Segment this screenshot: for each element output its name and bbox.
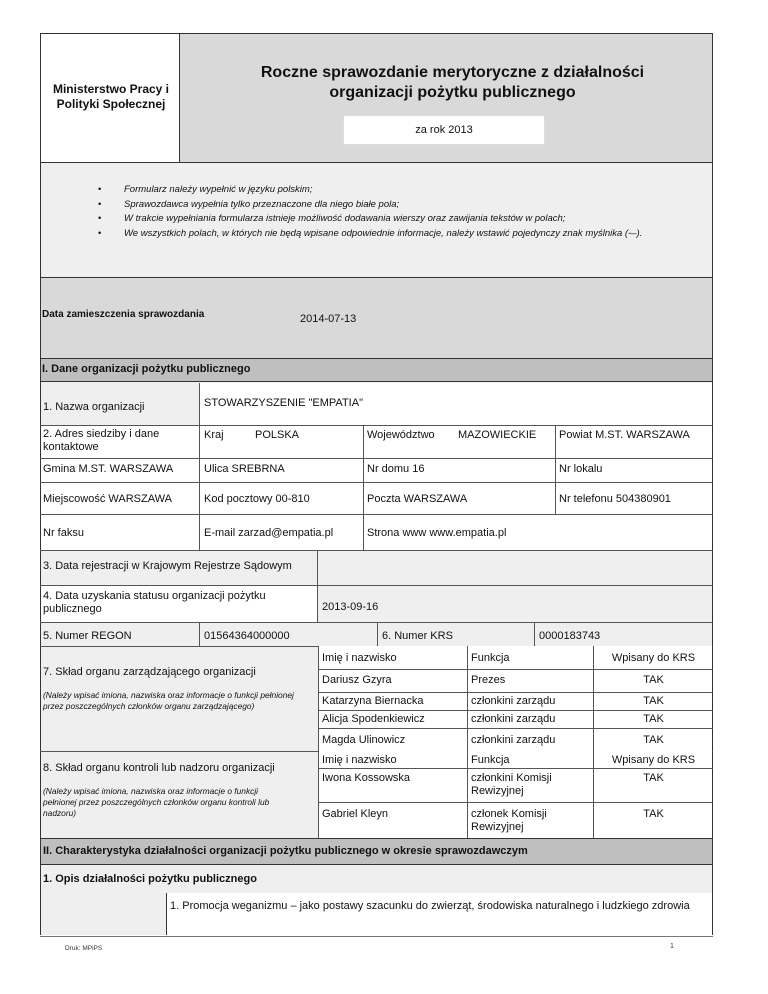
instruction-item: • We wszystkich polach, w których nie będą wpisane odpowiednie informacje, należy wstawić pojedynczy znak myślnika (-–). [124, 227, 724, 242]
instruction-item: • Sprawozdawca wypełnia tylko przeznaczone dla niego białe pola; [124, 198, 724, 213]
report-date-value: 2014-07-13 [300, 313, 357, 325]
county-value: Powiat M.ST. WARSZAWA [559, 429, 690, 441]
org-name-value: STOWARZYSZENIE "EMPATIA" [204, 397, 363, 409]
board-header-name: Imię i nazwisko [322, 652, 397, 664]
instruction-item: • W trakcie wypełniania formularza istnieje możliwość dodawania wierszy oraz zawijania tekstów w polach; [124, 212, 724, 227]
table-row: członkini zarządu [471, 695, 556, 707]
table-row: TAK [643, 734, 664, 746]
krs-label: 6. Numer KRS [382, 630, 453, 642]
control-label: 8. Skład organu kontroli lub nadzoru organizacji [43, 762, 275, 774]
activity-left-cell [40, 893, 166, 935]
footer-left: Druk: MPiPS [65, 945, 103, 952]
table-row: TAK [643, 808, 664, 820]
section2-title: II. Charakterystyka działalności organizacji pożytku publicznego w okresie sprawozdawczym [43, 845, 528, 857]
control-header-function: Funkcja [471, 754, 510, 766]
section2-sub-title: 1. Opis działalności pożytku publicznego [43, 873, 257, 885]
table-row: TAK [643, 713, 664, 725]
instructions-block [40, 162, 713, 278]
table-row: członkini zarządu [471, 734, 556, 746]
board-label: 7. Skład organu zarządzającego organizacji [43, 666, 256, 678]
instructions-list [96, 183, 724, 241]
report-year: za rok 2013 [343, 115, 545, 145]
voivodeship-value: MAZOWIECKIE [458, 429, 537, 441]
table-row: Alicja Spodenkiewicz [322, 713, 425, 725]
org-name-label: 1. Nazwa organizacji [43, 401, 145, 413]
street-value: Ulica SREBRNA [204, 463, 285, 475]
website-value: Strona www www.empatia.pl [367, 527, 507, 539]
fax-value: Nr faksu [43, 527, 84, 539]
apartment-number-value: Nr lokalu [559, 463, 603, 475]
report-date-label: Data zamieszczenia sprawozdania [42, 309, 205, 320]
activity-text: 1. Promocja weganizmu – jako postawy szacunku do zwierząt, środowiska naturalnego i ludzkiego zdrowia [170, 900, 690, 912]
table-row: członek Komisji Rewizyjnej [471, 808, 547, 833]
table-row: Dariusz Gzyra [322, 674, 392, 686]
instruction-item: • Formularz należy wypełnić w języku polskim; [124, 183, 724, 198]
country-label: Kraj [204, 429, 224, 441]
phone-value: Nr telefonu 504380901 [559, 493, 671, 505]
city-value: Miejscowość WARSZAWA [43, 493, 172, 505]
krs-value: 0000183743 [539, 630, 601, 642]
commune-value: Gmina M.ST. WARSZAWA [43, 463, 174, 475]
voivodeship-label: Województwo [367, 429, 435, 441]
table-row: Magda Ulinowicz [322, 734, 406, 746]
ministry-name: Ministerstwo Pracy i Polityki Społecznej [52, 82, 170, 111]
regon-value: 01564364000000 [204, 630, 290, 642]
board-header-krs: Wpisany do KRS [611, 652, 696, 664]
table-row: Prezes [471, 674, 506, 686]
table-row: Iwona Kossowska [322, 772, 411, 784]
page-number: 1 [670, 943, 674, 950]
control-note: (Należy wpisać imiona, nazwiska oraz informacje o funkcji pełnionej przez poszczególnych członków organu kontroli lub nadzoru) [43, 786, 270, 818]
table-row: Katarzyna Biernacka [322, 695, 424, 707]
control-header-krs: Wpisany do KRS [611, 754, 696, 766]
status-date: 2013-09-16 [322, 601, 379, 613]
post-office-value: Poczta WARSZAWA [367, 493, 468, 505]
krs-registration-label: 3. Data rejestracji w Krajowym Rejestrze Sądowym [43, 560, 292, 572]
footer-rule [40, 936, 713, 937]
table-row: członkini zarządu [471, 713, 556, 725]
country-value: POLSKA [255, 429, 300, 441]
house-number-value: Nr domu 16 [367, 463, 425, 475]
regon-label: 5. Numer REGON [43, 630, 132, 642]
control-header-name: Imię i nazwisko [322, 754, 397, 766]
status-label: 4. Data uzyskania statusu organizacji pożytku publicznego [43, 590, 266, 615]
section1-title: I. Dane organizacji pożytku publicznego [42, 363, 251, 375]
board-note: (Należy wpisać imiona, nazwiska oraz informacje o funkcji pełnionej przez poszczególnych członków organu zarządzającego) [43, 690, 294, 711]
address-label: 2. Adres siedziby i dane kontaktowe [43, 428, 160, 453]
table-row: TAK [643, 695, 664, 707]
table-row: TAK [643, 772, 664, 784]
email-value: E-mail zarzad@empatia.pl [204, 527, 334, 539]
table-row: członkini Komisji Rewizyjnej [471, 772, 552, 797]
table-row: Gabriel Kleyn [322, 808, 389, 820]
postal-code-value: Kod pocztowy 00-810 [204, 493, 310, 505]
form-title: Roczne sprawozdanie merytoryczne z działalności organizacji pożytku publicznego [260, 64, 645, 101]
table-row: TAK [643, 674, 664, 686]
board-header-function: Funkcja [471, 652, 510, 664]
